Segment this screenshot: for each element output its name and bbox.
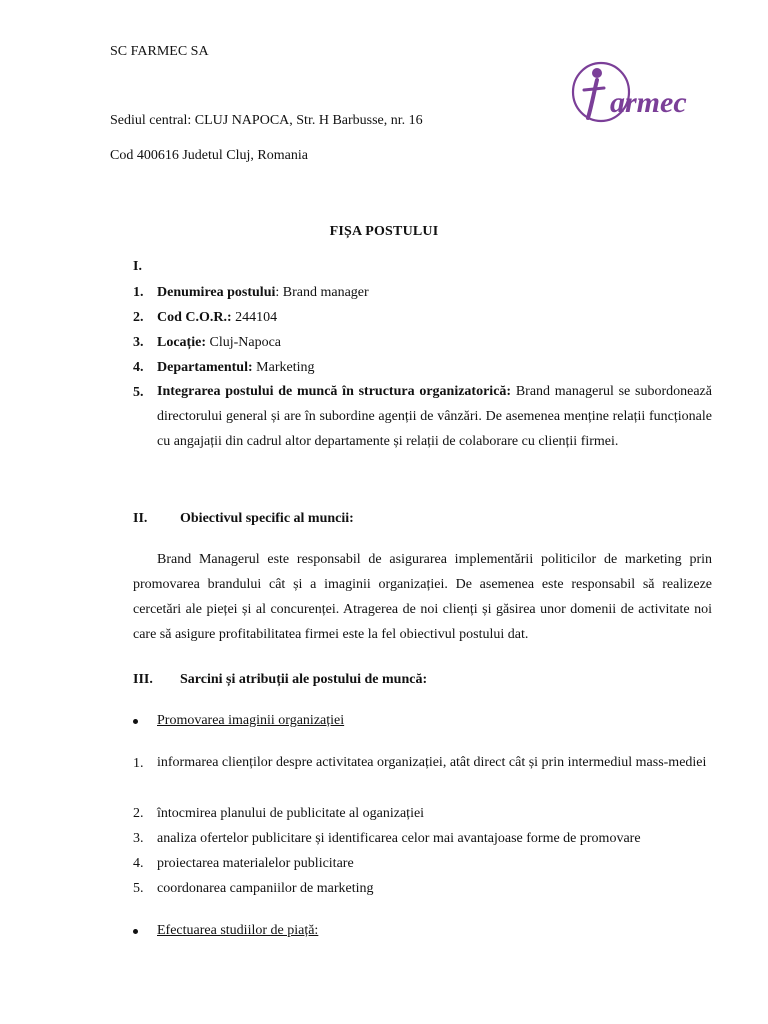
task-1-text: informarea clienților despre activitatea organizației, atât direct cât și prin intermediul mass-mediei	[157, 755, 707, 770]
document-title: FIȘA POSTULUI	[329, 224, 439, 239]
task-4-text: proiectarea materialelor publicitare	[157, 856, 354, 871]
bullet-icon	[133, 719, 138, 724]
item-5-value: Brand managerul se subordonează directorului general și are în subordine agenții de vânzări. De asemenea menține relații funcționale cu angajații din cadrul altor departamente și relații de colaborare cu clienții firmei.	[157, 384, 712, 449]
company-address: Sediul central: CLUJ NAPOCA, Str. H Barbusse, nr. 16	[110, 113, 423, 128]
bullet-studii: Efectuarea studiilor de piață:	[157, 923, 319, 938]
item-1-value: Brand manager	[279, 285, 369, 300]
section-3-number: III.	[133, 672, 153, 687]
bullet-icon	[133, 929, 138, 934]
svg-text:armec: armec	[610, 86, 687, 119]
item-3	[157, 335, 281, 351]
task-5-text: coordonarea campaniilor de marketing	[157, 881, 374, 896]
section-2-number: II.	[133, 511, 148, 526]
item-1	[157, 285, 369, 301]
task-2-text: întocmirea planului de publicitate al oganizației	[157, 806, 425, 821]
item-3-number: 3.	[133, 335, 144, 350]
item-3-value: Cluj-Napoca	[205, 335, 282, 350]
item-5-number: 5.	[133, 385, 144, 400]
section-2-paragraph: Brand Managerul este responsabil de asigurarea implementării politicilor de marketing prin promovarea brandului cât și a imaginii organizației. De asemenea este responsabil să realizeze cercetări ale pieței și al concurenței. Atragerea de noi clienți și găsirea unor domenii de activitate noi care să asigure profitabilitatea firmei este la fel obiectivul postului dat.	[133, 552, 712, 642]
company-postal: Cod 400616 Judetul Cluj, Romania	[110, 148, 308, 163]
item-4-label: Departamentul:	[157, 360, 253, 375]
item-5	[157, 379, 712, 454]
item-4	[157, 360, 314, 376]
item-1-number: 1.	[133, 285, 144, 300]
item-2-label: Cod C.O.R.:	[157, 310, 232, 325]
item-1-sep: :	[275, 285, 280, 300]
section-1-number: I.	[133, 259, 142, 274]
item-2-value: 244104	[231, 310, 278, 325]
section-3-heading: Sarcini și atribuții ale postului de muncă:	[180, 672, 428, 687]
item-5-label: Integrarea postului de muncă în structura organizatorică:	[157, 384, 512, 399]
task-4-number: 4.	[133, 856, 144, 871]
bullet-promovarea: Promovarea imaginii organizației	[157, 713, 345, 728]
task-3-number: 3.	[133, 831, 144, 846]
item-2-number: 2.	[133, 310, 144, 325]
item-3-label: Locație:	[157, 335, 206, 350]
section-2-heading: Obiectivul specific al muncii:	[180, 511, 354, 526]
item-4-number: 4.	[133, 360, 144, 375]
company-name: SC FARMEC SA	[110, 44, 209, 59]
item-4-value: Marketing	[252, 360, 315, 375]
task-1-number: 1.	[133, 756, 144, 771]
task-5-number: 5.	[133, 881, 144, 896]
task-3-text: analiza ofertelor publicitare și identificarea celor mai avantajoase forme de promovare	[157, 831, 641, 846]
task-2-number: 2.	[133, 806, 144, 821]
farmec-logo	[570, 60, 705, 126]
item-2	[157, 310, 277, 326]
item-1-label: Denumirea postului	[157, 285, 276, 300]
